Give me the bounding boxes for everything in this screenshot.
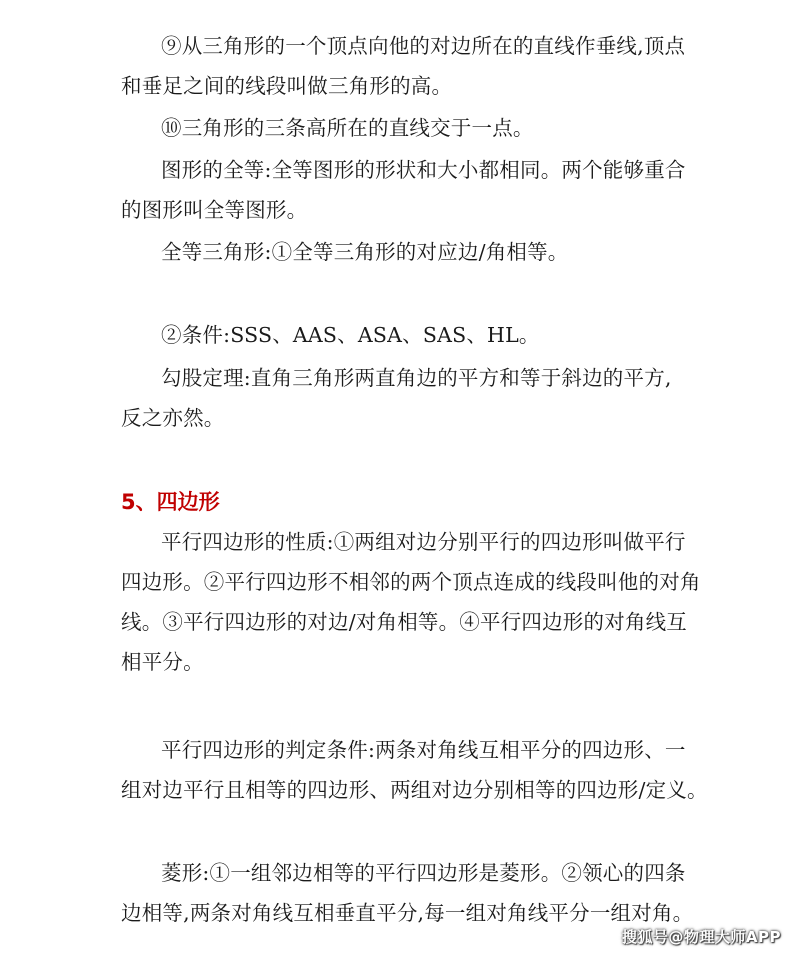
paragraph-congruent-figures (121, 150, 686, 230)
text-line: 和垂足之间的线段叫做三角形的高。 (121, 74, 453, 98)
text-line: 的图形叫全等图形。 (121, 198, 308, 222)
paragraph-rhombus (121, 853, 694, 933)
text-line: 菱形:①一组邻边相等的平行四边形是菱形。②领心的四条 (161, 861, 686, 885)
paragraph-parallelogram-properties (121, 522, 701, 682)
text-line: 线。③平行四边形的对边/对角相等。④平行四边形的对角线互 (121, 610, 688, 634)
paragraph-pythagorean-theorem (121, 358, 681, 438)
text-line: 边相等,两条对角线互相垂直平分,每一组对角线平分一组对角。 (121, 901, 694, 925)
text-line: 图形的全等:全等图形的形状和大小都相同。两个能够重合 (161, 158, 686, 182)
text-line: 平行四边形的性质:①两组对边分别平行的四边形叫做平行 (161, 530, 686, 554)
watermark: 搜狐号@物理大师APP (621, 928, 781, 946)
text-line: 反之亦然。 (121, 406, 225, 430)
text-line: 平行四边形的判定条件:两条对角线互相平分的四边形、一 (161, 738, 686, 762)
paragraph-parallelogram-criteria (121, 730, 708, 810)
text-line: 四边形。②平行四边形不相邻的两个顶点连成的线段叫他的对角 (121, 570, 701, 594)
paragraph-altitude-definition (121, 26, 686, 106)
text-line: ⑩三角形的三条高所在的直线交于一点。 (161, 116, 534, 140)
paragraph-congruence-conditions (121, 315, 681, 355)
text-line: 组对边平行且相等的四边形、两组对边分别相等的四边形/定义。 (121, 778, 708, 802)
section-heading: 5、四边形 (121, 490, 220, 514)
text-line: ②条件:SSS、AAS、ASA、SAS、HL。 (161, 323, 540, 347)
paragraph-congruent-triangles (121, 232, 681, 272)
text-line: 全等三角形:①全等三角形的对应边/角相等。 (161, 240, 569, 264)
paragraph-altitude-intersection (121, 108, 681, 148)
text-line: 相平分。 (121, 650, 204, 674)
text-line: 勾股定理:直角三角形两直角边的平方和等于斜边的平方, (161, 366, 672, 390)
text-line: ⑨从三角形的一个顶点向他的对边所在的直线作垂线,顶点 (161, 34, 686, 58)
